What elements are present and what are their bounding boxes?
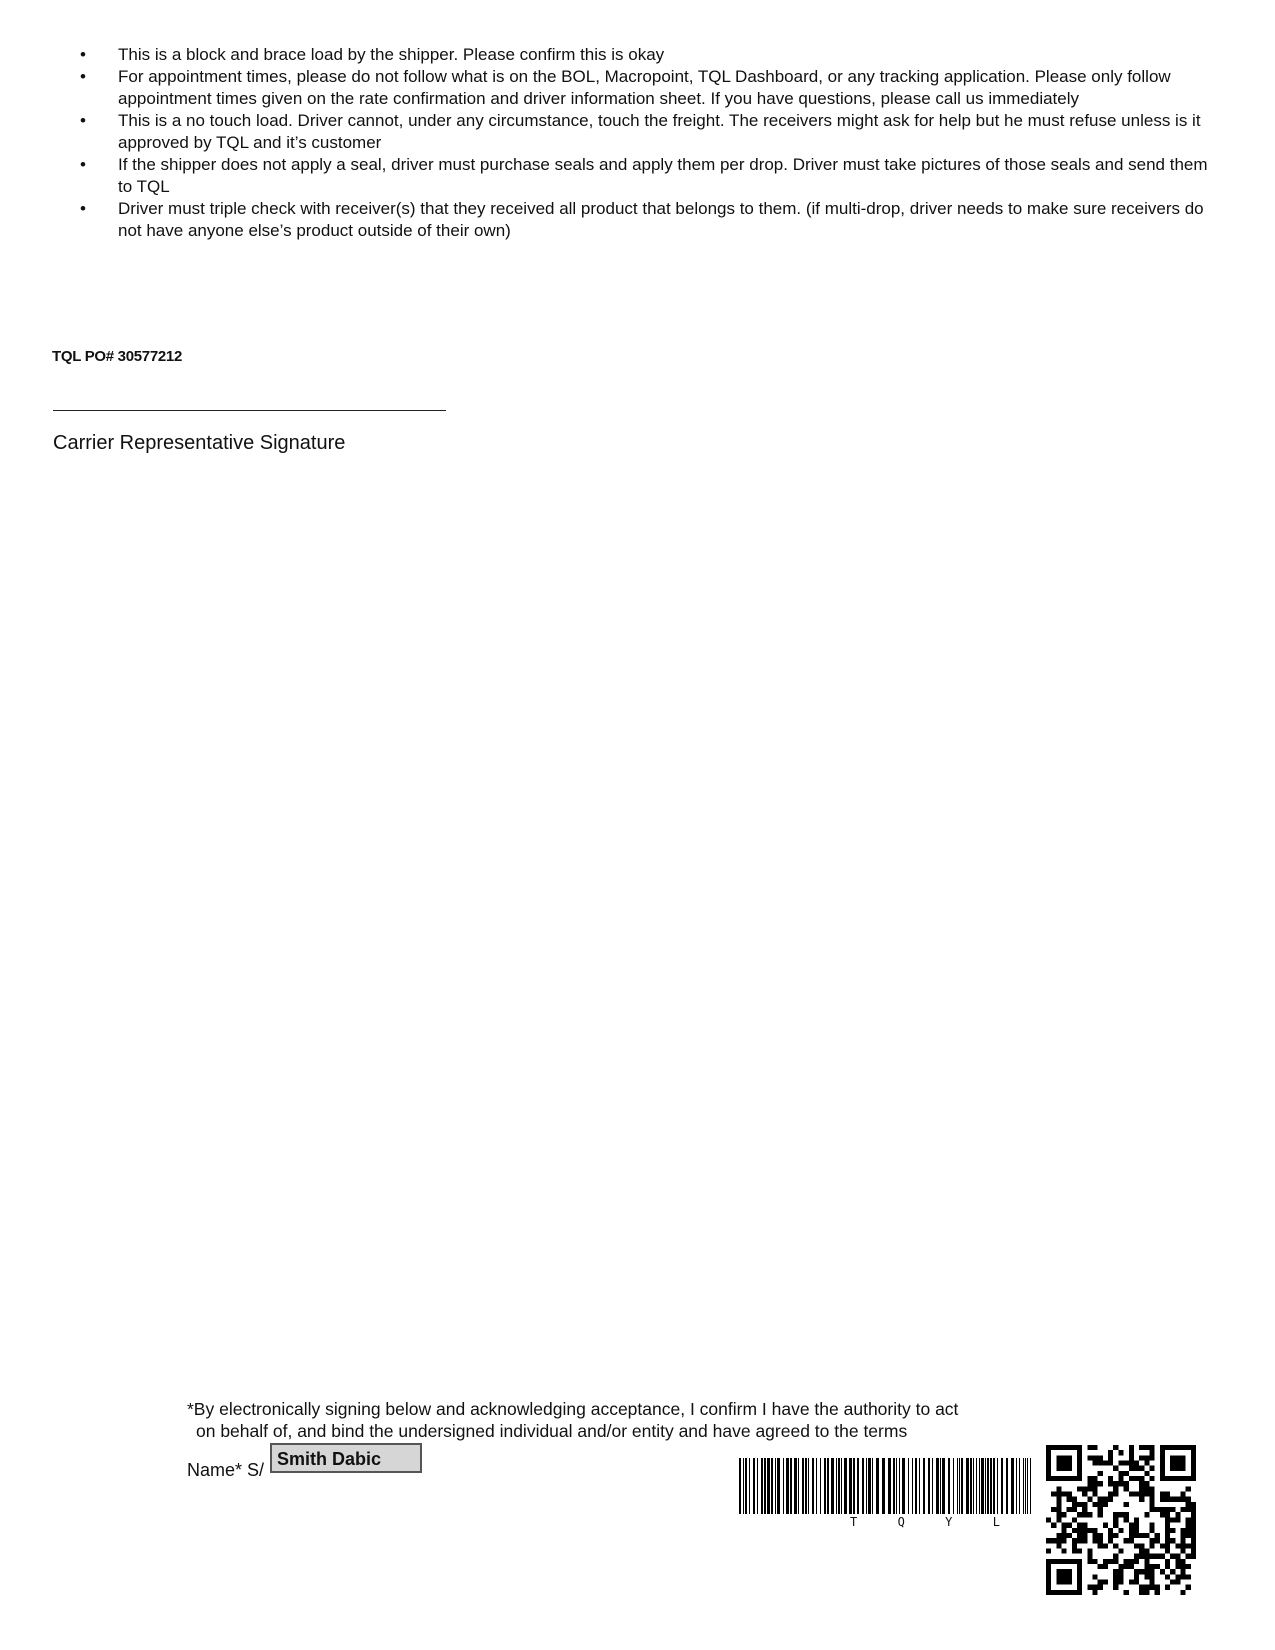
signature-line xyxy=(53,410,446,411)
bullet-icon: • xyxy=(80,67,86,86)
barcode-char: Y xyxy=(945,1515,953,1529)
po-number: TQL PO# 30577212 xyxy=(52,348,183,365)
instruction-item xyxy=(80,110,1210,154)
name-label: Name* S/ xyxy=(187,1460,265,1480)
instruction-text: Driver must triple check with receiver(s) that they received all product that belongs to them. (if multi-drop, driver needs to make sure receivers do not have anyone else’s product outside of their own) xyxy=(118,199,1204,240)
bullet-icon: • xyxy=(80,199,86,218)
instruction-text: If the shipper does not apply a seal, driver must purchase seals and apply them per drop. Driver must take pictures of those seals and send them to TQL xyxy=(118,155,1208,196)
instruction-item xyxy=(80,66,1210,110)
barcode-char: T xyxy=(850,1515,858,1529)
signature-label: Carrier Representative Signature xyxy=(53,432,346,454)
instruction-item xyxy=(80,154,1210,198)
barcode-caption xyxy=(850,1515,1000,1529)
instruction-list xyxy=(80,44,1210,242)
acknowledgement-text xyxy=(187,1398,958,1442)
instruction-item xyxy=(80,44,1210,66)
bullet-icon: • xyxy=(80,45,86,64)
barcode-icon xyxy=(739,1458,1031,1514)
acknowledgement-line-2: on behalf of, and bind the undersigned individual and/or entity and have agreed to the terms xyxy=(196,1421,908,1441)
instruction-item xyxy=(80,198,1210,242)
qr-code-icon xyxy=(1046,1445,1196,1595)
barcode-char: L xyxy=(992,1515,1000,1529)
instruction-text: For appointment times, please do not follow what is on the BOL, Macropoint, TQL Dashboard, or any tracking application. Please only follow appointment times given on the rate confirmation and driver information sheet. If you have questions, please call us immediately xyxy=(118,67,1171,108)
instruction-text: This is a block and brace load by the shipper. Please confirm this is okay xyxy=(118,45,665,64)
acknowledgement-line-1: *By electronically signing below and acknowledging acceptance, I confirm I have the authority to act xyxy=(187,1399,959,1419)
instruction-text: This is a no touch load. Driver cannot, under any circumstance, touch the freight. The receivers might ask for help but he must refuse unless is it approved by TQL and it’s customer xyxy=(118,111,1201,152)
bullet-icon: • xyxy=(80,155,86,174)
name-signature-field[interactable]: Smith Dabic xyxy=(270,1443,422,1473)
barcode-char: Q xyxy=(897,1515,905,1529)
bullet-icon: • xyxy=(80,111,86,130)
